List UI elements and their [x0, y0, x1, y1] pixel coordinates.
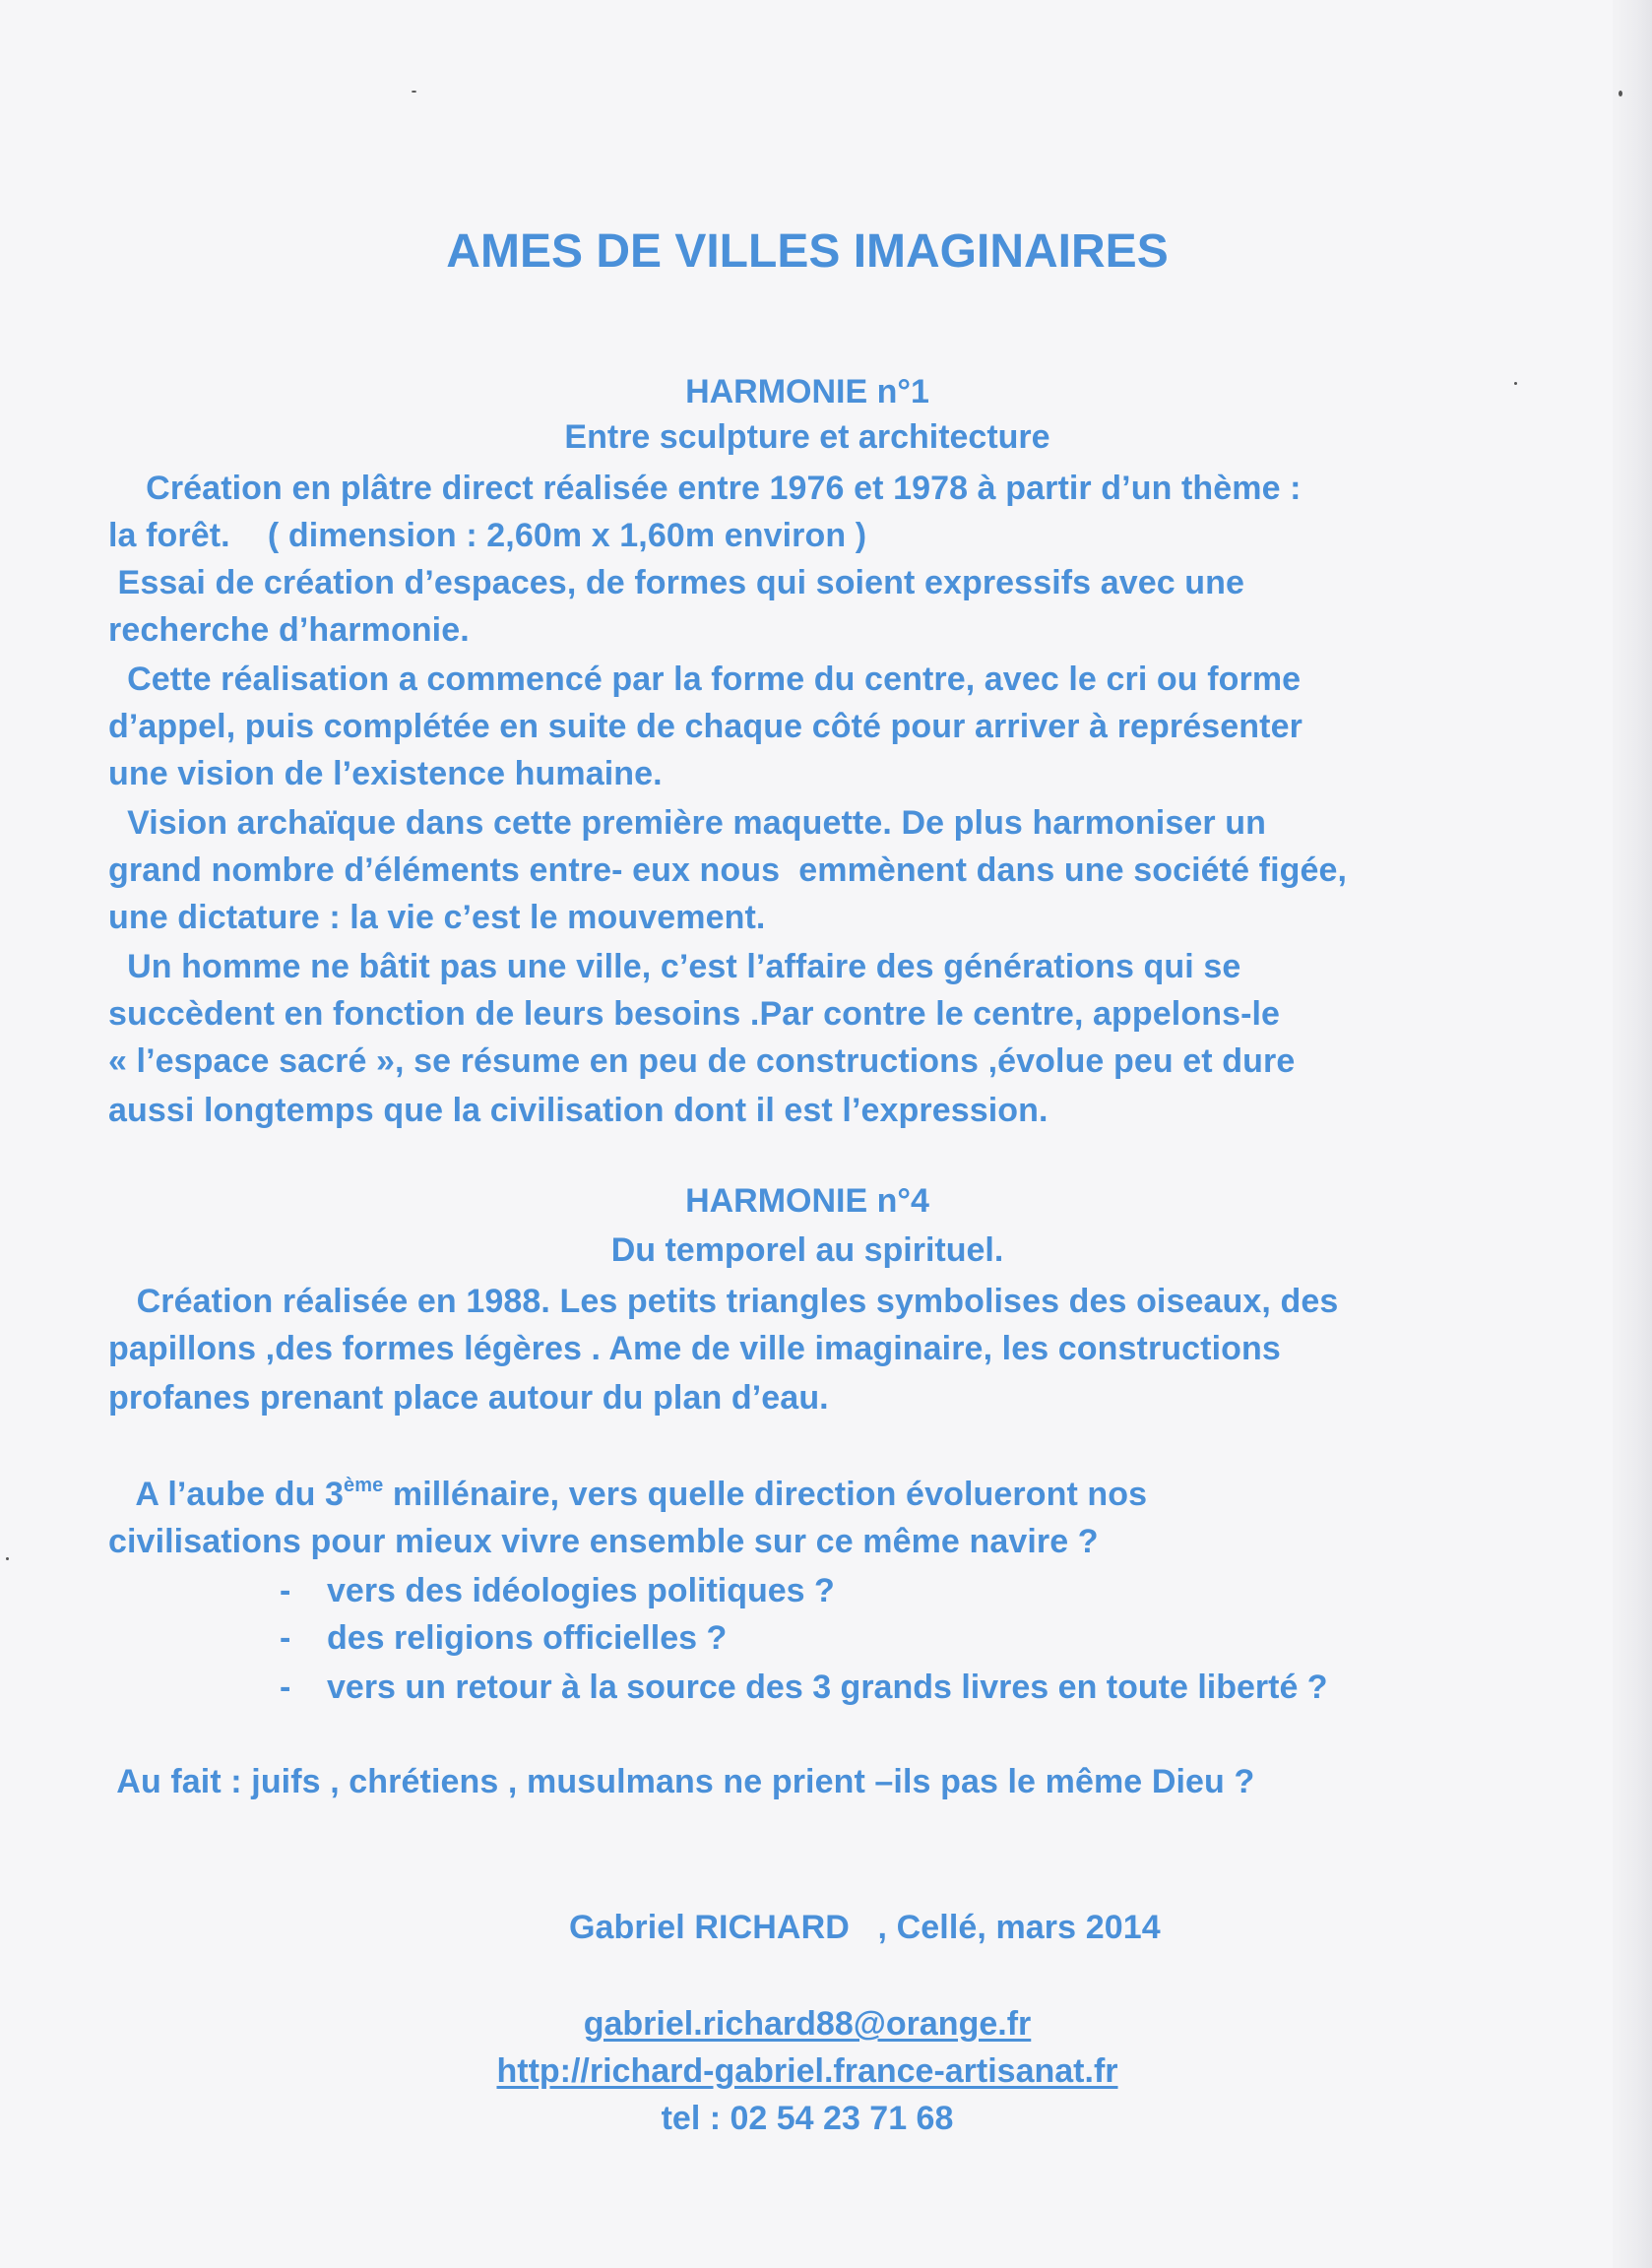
paragraph-line: une dictature : la vie c’est le mouvement. [108, 899, 766, 936]
paragraph-line: succèdent en fonction de leurs besoins .Par contre le centre, appelons-le [108, 995, 1281, 1033]
bullet-dash: - [280, 1572, 291, 1609]
section1-heading: HARMONIE n°1 [685, 373, 929, 410]
section2-subheading: Du temporel au spirituel. [610, 1231, 1004, 1269]
paragraph-line: Vision archaïque dans cette première maquette. De plus harmoniser un [108, 804, 1266, 842]
phone-number: tel : 02 54 23 71 68 [661, 2100, 954, 2137]
paragraph-line: profanes prenant place autour du plan d’eau. [108, 1379, 829, 1417]
paragraph-line: Cette réalisation a commencé par la forme du centre, avec le cri ou forme [108, 661, 1302, 698]
paragraph-line: Création en plâtre direct réalisée entre 1976 et 1978 à partir d’un thème : [108, 470, 1302, 507]
question-line [108, 1475, 1147, 1514]
page-title: AMES DE VILLES IMAGINAIRES [446, 225, 1169, 278]
paragraph-line: Création réalisée en 1988. Les petits triangles symbolises des oiseaux, des [108, 1283, 1339, 1320]
signature: Gabriel RICHARD , Cellé, mars 2014 [569, 1909, 1161, 1946]
bullet-dash: - [280, 1669, 291, 1706]
paragraph-line: Un homme ne bâtit pas une ville, c’est l’affaire des générations qui se [108, 948, 1241, 985]
paragraph-line: Essai de création d’espaces, de formes qui soient expressifs avec une [108, 564, 1245, 601]
paragraph-line: « l’espace sacré », se résume en peu de constructions ,évolue peu et dure [108, 1042, 1296, 1080]
paragraph-line: une vision de l’existence humaine. [108, 755, 663, 792]
paragraph-line: grand nombre d’éléments entre- eux nous emmènent dans une société figée, [108, 851, 1348, 889]
paragraph-line: aussi longtemps que la civilisation dont il est l’expression. [108, 1092, 1048, 1129]
bullet-dash: - [280, 1619, 291, 1657]
bullet-item: vers des idéologies politiques ? [327, 1572, 835, 1609]
superscript-ordinal: ème [344, 1475, 384, 1496]
question-text-part: millénaire, vers quelle direction évolueront nos [383, 1476, 1148, 1513]
website-link[interactable]: http://richard-gabriel.france-artisanat.fr [496, 2052, 1118, 2090]
section2-heading: HARMONIE n°4 [685, 1182, 929, 1220]
paragraph-line: papillons ,des formes légères . Ame de ville imaginaire, les constructions [108, 1330, 1281, 1367]
email-link[interactable]: gabriel.richard88@orange.fr [583, 2005, 1032, 2043]
paragraph-line: la forêt. ( dimension : 2,60m x 1,60m environ ) [108, 517, 867, 554]
section1-subheading: Entre sculpture et architecture [564, 418, 1050, 456]
bullet-item: des religions officielles ? [327, 1619, 728, 1657]
question-text-part: A l’aube du 3 [108, 1476, 345, 1513]
paragraph-line: recherche d’harmonie. [108, 611, 470, 649]
bullet-item: vers un retour à la source des 3 grands livres en toute liberté ? [327, 1669, 1328, 1706]
paragraph-line: d’appel, puis complétée en suite de chaque côté pour arriver à représenter [108, 708, 1303, 745]
closing-question: Au fait : juifs , chrétiens , musulmans ne prient –ils pas le même Dieu ? [108, 1763, 1255, 1800]
question-line: civilisations pour mieux vivre ensemble sur ce même navire ? [108, 1523, 1099, 1560]
